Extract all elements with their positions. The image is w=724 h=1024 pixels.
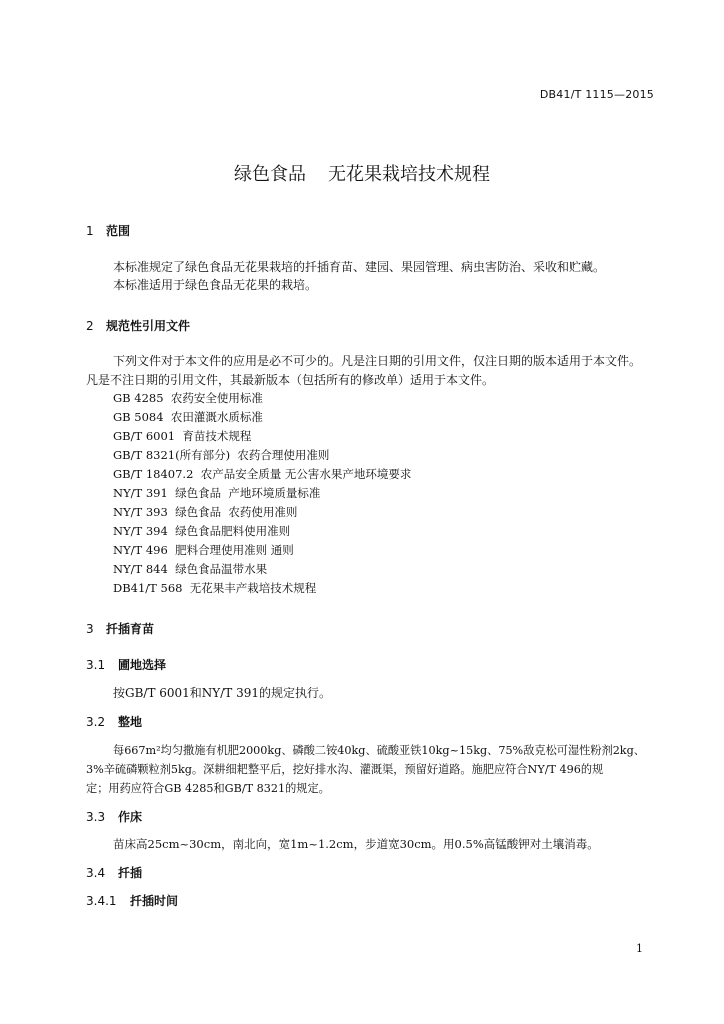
section-2-paragraph-line-2: 凡是不注日期的引用文件，其最新版本（包括所有的修改单）适用于本文件。 bbox=[86, 373, 495, 387]
reference-item: NY/T 496 肥料合理使用准则 通则 bbox=[113, 543, 294, 557]
section-3-heading: 3 扦插育苗 bbox=[86, 622, 155, 636]
title-part-2: 无花果栽培技术规程 bbox=[328, 164, 490, 185]
document-title bbox=[0, 160, 724, 186]
title-part-1: 绿色食品 bbox=[234, 164, 306, 185]
reference-item: DB41/T 568 无花果丰产栽培技术规程 bbox=[113, 581, 317, 595]
section-3-4-heading: 3.4 扦插 bbox=[86, 866, 143, 880]
section-3-2-paragraph-line-2: 3%辛硫磷颗粒剂5kg。深耕细耙整平后，挖好排水沟、灌溉渠，预留好道路。施肥应符合NY/T 496的规 bbox=[86, 763, 604, 776]
section-3-2-paragraph-line-1: 每667m²均匀撒施有机肥2000kg、磷酸二铵40kg、硫酸亚铁10kg~15kg、75%敌克松可湿性粉剂2kg、 bbox=[113, 744, 645, 757]
reference-item: GB/T 8321(所有部分) 农药合理使用准则 bbox=[113, 448, 330, 462]
reference-item: GB 5084 农田灌溉水质标准 bbox=[113, 410, 263, 424]
section-2-paragraph-line-1: 下列文件对于本文件的应用是必不可少的。凡是注日期的引用文件，仅注日期的版本适用于本文件。 bbox=[113, 354, 642, 368]
section-3-2-heading: 3.2 整地 bbox=[86, 715, 143, 729]
section-3-4-1-heading: 3.4.1 扦插时间 bbox=[86, 894, 179, 908]
section-1-heading: 1 范围 bbox=[86, 224, 131, 238]
section-3-3-paragraph: 苗床高25cm~30cm，南北向，宽1m~1.2cm，步道宽30cm。用0.5%高锰酸钾对土壤消毒。 bbox=[113, 837, 599, 851]
reference-item: GB/T 18407.2 农产品安全质量 无公害水果产地环境要求 bbox=[113, 467, 412, 481]
section-1-paragraph-1: 本标准规定了绿色食品无花果栽培的扦插育苗、建园、果园管理、病虫害防治、采收和贮藏。 bbox=[113, 260, 606, 274]
reference-item: NY/T 393 绿色食品 农药使用准则 bbox=[113, 505, 298, 519]
reference-item: NY/T 394 绿色食品肥料使用准则 bbox=[113, 524, 291, 538]
reference-item: NY/T 391 绿色食品 产地环境质量标准 bbox=[113, 486, 321, 500]
document-id: DB41/T 1115—2015 bbox=[539, 88, 654, 101]
section-3-1-heading: 3.1 圃地选择 bbox=[86, 658, 167, 672]
section-3-3-heading: 3.3 作床 bbox=[86, 810, 143, 824]
section-3-1-paragraph: 按GB/T 6001和NY/T 391的规定执行。 bbox=[113, 686, 331, 700]
section-3-2-paragraph-line-3: 定；用药应符合GB 4285和GB/T 8321的规定。 bbox=[86, 782, 330, 795]
reference-item: GB/T 6001 育苗技术规程 bbox=[113, 429, 252, 443]
page-number: 1 bbox=[636, 942, 643, 955]
reference-item: NY/T 844 绿色食品温带水果 bbox=[113, 562, 268, 576]
section-1-paragraph-2: 本标准适用于绿色食品无花果的栽培。 bbox=[113, 278, 318, 292]
section-2-heading: 2 规范性引用文件 bbox=[86, 319, 191, 333]
reference-item: GB 4285 农药安全使用标准 bbox=[113, 391, 263, 405]
